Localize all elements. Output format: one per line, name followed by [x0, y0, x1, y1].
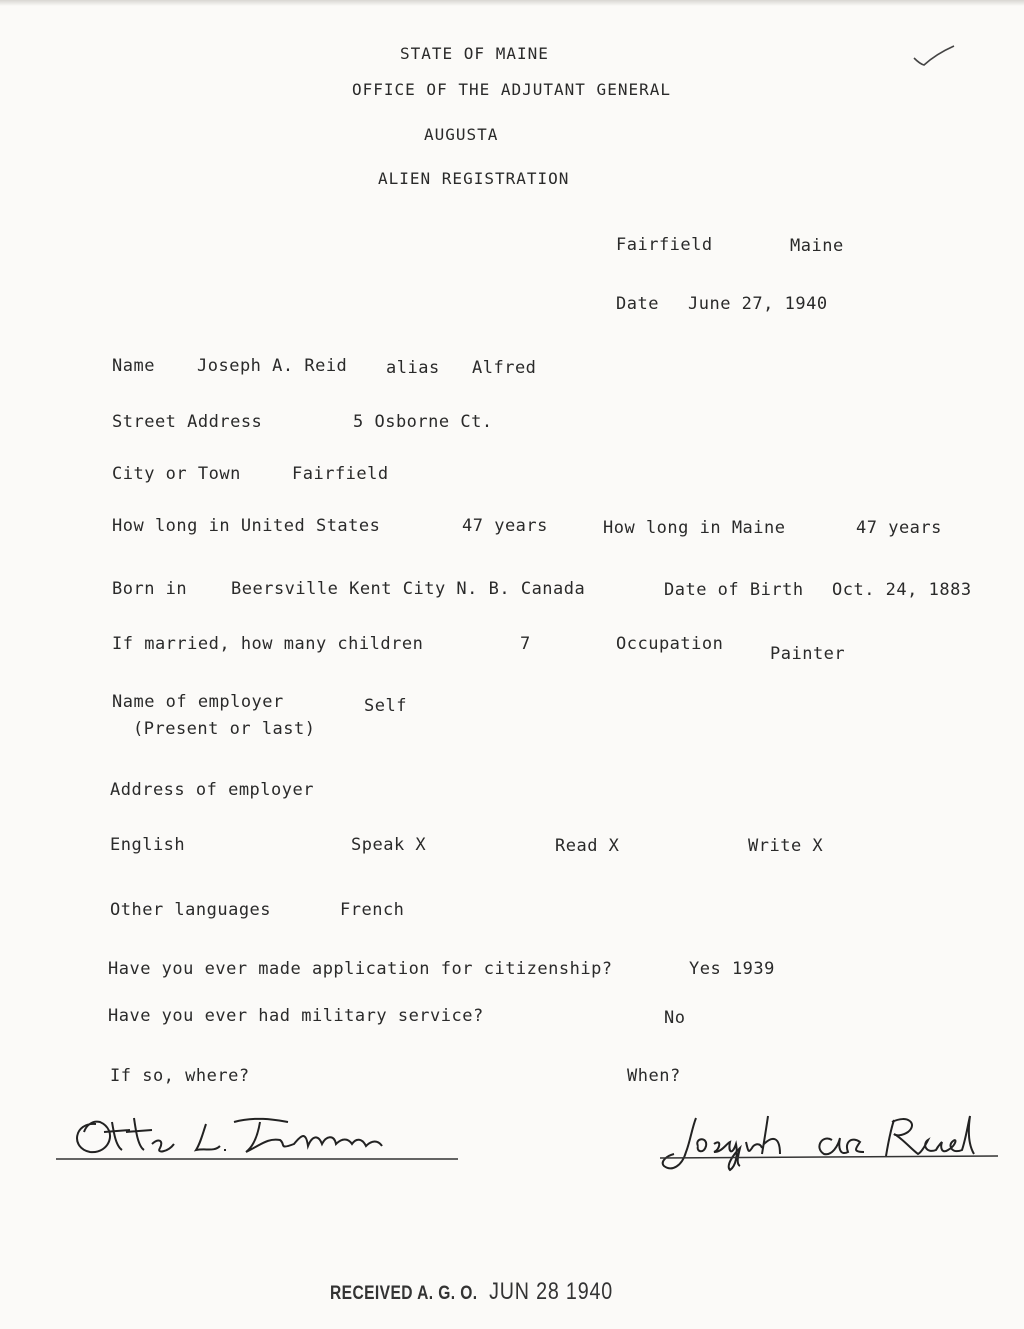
other-languages-value: French: [340, 900, 405, 920]
us-duration-value: 47 years: [462, 516, 548, 536]
citizenship-label: Have you ever made application for citizenship?: [108, 959, 613, 979]
english-write: Write X: [748, 836, 824, 856]
other-languages-label: Other languages: [110, 900, 272, 920]
maine-duration-label: How long in Maine: [603, 518, 786, 538]
military-label: Have you ever had military service?: [108, 1006, 484, 1026]
children-label: If married, how many children: [112, 634, 424, 654]
name-value: Joseph A. Reid: [197, 356, 348, 376]
employer-sublabel: (Present or last): [133, 719, 316, 739]
born-value: Beersville Kent City N. B. Canada: [231, 579, 586, 599]
date-value: June 27, 1940: [688, 294, 828, 314]
name-label: Name: [112, 356, 155, 376]
header-state: STATE OF MAINE: [400, 44, 549, 63]
scan-edge: [0, 0, 1024, 6]
dob-label: Date of Birth: [664, 580, 804, 600]
location-city: Fairfield: [616, 235, 713, 255]
employer-address-label: Address of employer: [110, 780, 314, 800]
dob-value: Oct. 24, 1883: [832, 580, 972, 600]
when-label: When?: [627, 1066, 681, 1086]
received-stamp: [330, 1278, 613, 1306]
english-label: English: [110, 835, 186, 855]
english-read: Read X: [555, 836, 620, 856]
children-value: 7: [520, 634, 531, 654]
citizenship-value: Yes 1939: [689, 959, 775, 979]
employer-value: Self: [364, 696, 407, 716]
military-value: No: [664, 1008, 686, 1028]
alias-label: alias: [386, 358, 440, 378]
city-label: City or Town: [112, 464, 241, 484]
english-speak: Speak X: [351, 835, 427, 855]
maine-duration-value: 47 years: [856, 518, 942, 538]
where-label: If so, where?: [110, 1066, 250, 1086]
registrar-signature: [56, 1110, 466, 1166]
header-city: AUGUSTA: [424, 125, 499, 144]
location-state: Maine: [790, 236, 844, 256]
received-stamp-label: RECEIVED A. G. O.: [330, 1283, 478, 1304]
header-title: ALIEN REGISTRATION: [378, 169, 570, 188]
born-label: Born in: [112, 579, 188, 599]
street-value: 5 Osborne Ct.: [353, 412, 493, 432]
date-label: Date: [616, 294, 659, 314]
city-value: Fairfield: [292, 464, 389, 484]
checkmark-icon: [912, 44, 956, 68]
employer-label: Name of employer: [112, 692, 284, 712]
alias-value: Alfred: [472, 358, 537, 378]
received-stamp-date: JUN 28 1940: [489, 1278, 613, 1305]
occupation-label: Occupation: [616, 634, 724, 654]
header-office: OFFICE OF THE ADJUTANT GENERAL: [352, 80, 671, 99]
registrant-signature: [656, 1108, 1000, 1178]
us-duration-label: How long in United States: [112, 516, 381, 536]
street-label: Street Address: [112, 412, 263, 432]
occupation-value: Painter: [770, 644, 846, 664]
